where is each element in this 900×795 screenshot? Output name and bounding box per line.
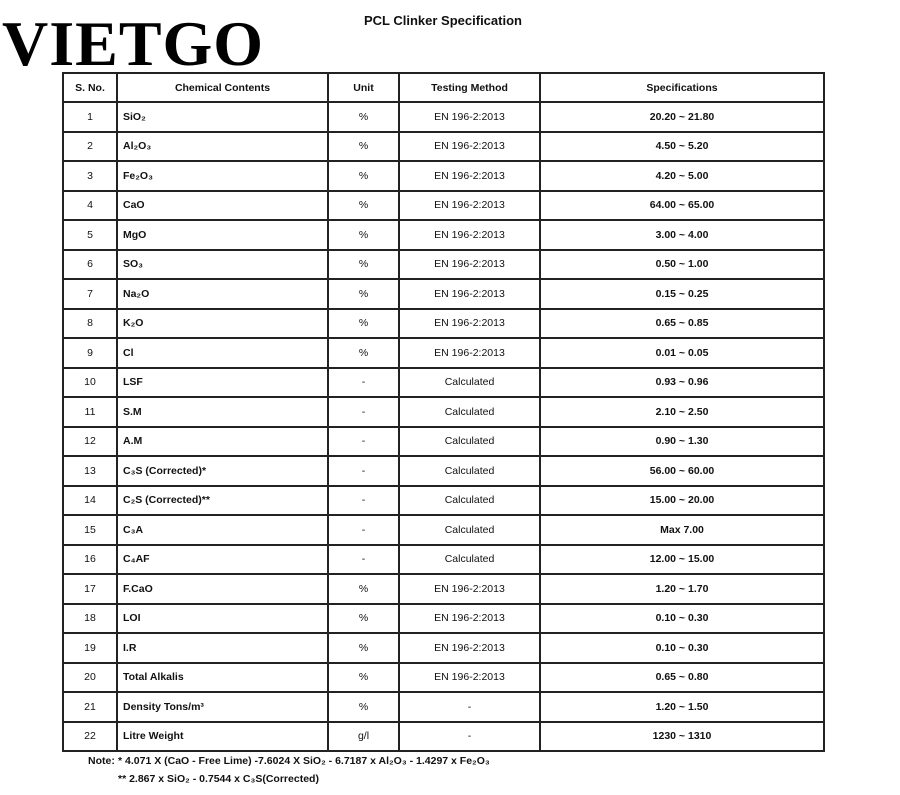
note-line-1: * 4.071 X (CaO - Free Lime) -7.6024 X SiO₂ - 6.7187 x Al₂O₃ - 1.4297 x Fe₂O₃ — [118, 755, 490, 767]
table-row — [63, 220, 824, 250]
vietgo-logo: VIETGO — [2, 8, 265, 79]
cell-chemical-content: Fe₂O₃ — [117, 161, 328, 191]
cell-chemical-content: C₄AF — [117, 545, 328, 575]
cell-testing-method: Calculated — [399, 545, 540, 575]
cell-testing-method: - — [399, 692, 540, 722]
cell-sno: 18 — [63, 604, 117, 634]
cell-testing-method: EN 196-2:2013 — [399, 132, 540, 162]
cell-testing-method: EN 196-2:2013 — [399, 279, 540, 309]
table-row — [63, 191, 824, 221]
cell-specification: 4.50 ~ 5.20 — [540, 132, 824, 162]
cell-specification: 0.50 ~ 1.00 — [540, 250, 824, 280]
cell-specification: 15.00 ~ 20.00 — [540, 486, 824, 516]
cell-unit: % — [328, 220, 399, 250]
cell-testing-method: EN 196-2:2013 — [399, 191, 540, 221]
cell-specification: Max 7.00 — [540, 515, 824, 545]
cell-specification: 12.00 ~ 15.00 — [540, 545, 824, 575]
table-row — [63, 132, 824, 162]
cell-sno: 15 — [63, 515, 117, 545]
table-row — [63, 102, 824, 132]
table-row — [63, 574, 824, 604]
cell-chemical-content: LSF — [117, 368, 328, 398]
cell-unit: % — [328, 309, 399, 339]
cell-sno: 20 — [63, 663, 117, 693]
cell-chemical-content: SiO₂ — [117, 102, 328, 132]
cell-specification: 20.20 ~ 21.80 — [540, 102, 824, 132]
cell-sno: 7 — [63, 279, 117, 309]
cell-testing-method: Calculated — [399, 397, 540, 427]
cell-chemical-content: Total Alkalis — [117, 663, 328, 693]
column-header-sno: S. No. — [63, 73, 117, 102]
cell-chemical-content: Na₂O — [117, 279, 328, 309]
cell-specification: 0.15 ~ 0.25 — [540, 279, 824, 309]
cell-chemical-content: Cl — [117, 338, 328, 368]
cell-sno: 5 — [63, 220, 117, 250]
cell-unit: - — [328, 545, 399, 575]
cell-testing-method: EN 196-2:2013 — [399, 633, 540, 663]
cell-unit: % — [328, 132, 399, 162]
cell-unit: - — [328, 427, 399, 457]
cell-specification: 0.65 ~ 0.85 — [540, 309, 824, 339]
cell-specification: 0.01 ~ 0.05 — [540, 338, 824, 368]
table-row — [63, 663, 824, 693]
note-line-2: ** 2.867 x SiO₂ - 0.7544 x C₃S(Corrected) — [118, 773, 319, 785]
cell-chemical-content: Litre Weight — [117, 722, 328, 752]
cell-chemical-content: SO₃ — [117, 250, 328, 280]
cell-unit: % — [328, 191, 399, 221]
cell-sno: 10 — [63, 368, 117, 398]
cell-chemical-content: I.R — [117, 633, 328, 663]
cell-testing-method: Calculated — [399, 368, 540, 398]
cell-specification: 0.10 ~ 0.30 — [540, 633, 824, 663]
table-row — [63, 604, 824, 634]
cell-sno: 2 — [63, 132, 117, 162]
specification-table — [62, 72, 825, 752]
cell-unit: - — [328, 456, 399, 486]
cell-unit: % — [328, 161, 399, 191]
cell-chemical-content: F.CaO — [117, 574, 328, 604]
table-row — [63, 515, 824, 545]
cell-chemical-content: Al₂O₃ — [117, 132, 328, 162]
cell-unit: - — [328, 368, 399, 398]
cell-sno: 19 — [63, 633, 117, 663]
cell-sno: 8 — [63, 309, 117, 339]
column-header-chemical-contents: Chemical Contents — [117, 73, 328, 102]
table-row — [63, 486, 824, 516]
cell-unit: - — [328, 397, 399, 427]
cell-chemical-content: C₃S (Corrected)* — [117, 456, 328, 486]
cell-sno: 9 — [63, 338, 117, 368]
cell-specification: 2.10 ~ 2.50 — [540, 397, 824, 427]
cell-testing-method: - — [399, 722, 540, 752]
cell-specification: 0.10 ~ 0.30 — [540, 604, 824, 634]
cell-chemical-content: A.M — [117, 427, 328, 457]
cell-testing-method: EN 196-2:2013 — [399, 161, 540, 191]
table-row — [63, 633, 824, 663]
cell-unit: % — [328, 633, 399, 663]
cell-testing-method: EN 196-2:2013 — [399, 220, 540, 250]
table-row — [63, 338, 824, 368]
cell-specification: 64.00 ~ 65.00 — [540, 191, 824, 221]
table-row — [63, 545, 824, 575]
table-row — [63, 250, 824, 280]
cell-testing-method: EN 196-2:2013 — [399, 604, 540, 634]
cell-testing-method: Calculated — [399, 456, 540, 486]
cell-chemical-content: Density Tons/m³ — [117, 692, 328, 722]
cell-specification: 1.20 ~ 1.70 — [540, 574, 824, 604]
column-header-unit: Unit — [328, 73, 399, 102]
cell-unit: % — [328, 574, 399, 604]
cell-testing-method: EN 196-2:2013 — [399, 250, 540, 280]
cell-testing-method: EN 196-2:2013 — [399, 663, 540, 693]
cell-testing-method: EN 196-2:2013 — [399, 102, 540, 132]
table-row — [63, 309, 824, 339]
table-row — [63, 456, 824, 486]
cell-unit: % — [328, 279, 399, 309]
cell-chemical-content: C₃A — [117, 515, 328, 545]
cell-chemical-content: K₂O — [117, 309, 328, 339]
cell-testing-method: EN 196-2:2013 — [399, 309, 540, 339]
cell-specification: 0.90 ~ 1.30 — [540, 427, 824, 457]
cell-sno: 17 — [63, 574, 117, 604]
column-header-testing-method: Testing Method — [399, 73, 540, 102]
cell-sno: 12 — [63, 427, 117, 457]
cell-specification: 4.20 ~ 5.00 — [540, 161, 824, 191]
cell-testing-method: Calculated — [399, 515, 540, 545]
cell-unit: g/l — [328, 722, 399, 752]
cell-testing-method: EN 196-2:2013 — [399, 574, 540, 604]
cell-testing-method: Calculated — [399, 486, 540, 516]
cell-sno: 13 — [63, 456, 117, 486]
page-title: PCL Clinker Specification — [364, 13, 522, 28]
cell-testing-method: Calculated — [399, 427, 540, 457]
notes — [88, 752, 490, 788]
cell-sno: 6 — [63, 250, 117, 280]
column-header-specifications: Specifications — [540, 73, 824, 102]
cell-unit: - — [328, 515, 399, 545]
notes-label: Note: — [88, 755, 115, 767]
cell-sno: 4 — [63, 191, 117, 221]
cell-specification: 1230 ~ 1310 — [540, 722, 824, 752]
cell-sno: 1 — [63, 102, 117, 132]
cell-testing-method: EN 196-2:2013 — [399, 338, 540, 368]
table-row — [63, 161, 824, 191]
cell-unit: % — [328, 692, 399, 722]
table-row — [63, 427, 824, 457]
cell-chemical-content: CaO — [117, 191, 328, 221]
table-row — [63, 722, 824, 752]
cell-specification: 0.65 ~ 0.80 — [540, 663, 824, 693]
table-row — [63, 692, 824, 722]
cell-specification: 0.93 ~ 0.96 — [540, 368, 824, 398]
cell-unit: - — [328, 486, 399, 516]
cell-sno: 16 — [63, 545, 117, 575]
cell-chemical-content: MgO — [117, 220, 328, 250]
cell-sno: 21 — [63, 692, 117, 722]
cell-sno: 14 — [63, 486, 117, 516]
table-row — [63, 279, 824, 309]
cell-chemical-content: S.M — [117, 397, 328, 427]
cell-unit: % — [328, 250, 399, 280]
cell-sno: 3 — [63, 161, 117, 191]
cell-sno: 11 — [63, 397, 117, 427]
table-header-row — [63, 73, 824, 102]
cell-chemical-content: LOI — [117, 604, 328, 634]
cell-unit: % — [328, 604, 399, 634]
cell-chemical-content: C₂S (Corrected)** — [117, 486, 328, 516]
table-row — [63, 368, 824, 398]
cell-specification: 1.20 ~ 1.50 — [540, 692, 824, 722]
cell-unit: % — [328, 102, 399, 132]
cell-unit: % — [328, 663, 399, 693]
cell-specification: 3.00 ~ 4.00 — [540, 220, 824, 250]
table-row — [63, 397, 824, 427]
cell-specification: 56.00 ~ 60.00 — [540, 456, 824, 486]
cell-sno: 22 — [63, 722, 117, 752]
cell-unit: % — [328, 338, 399, 368]
